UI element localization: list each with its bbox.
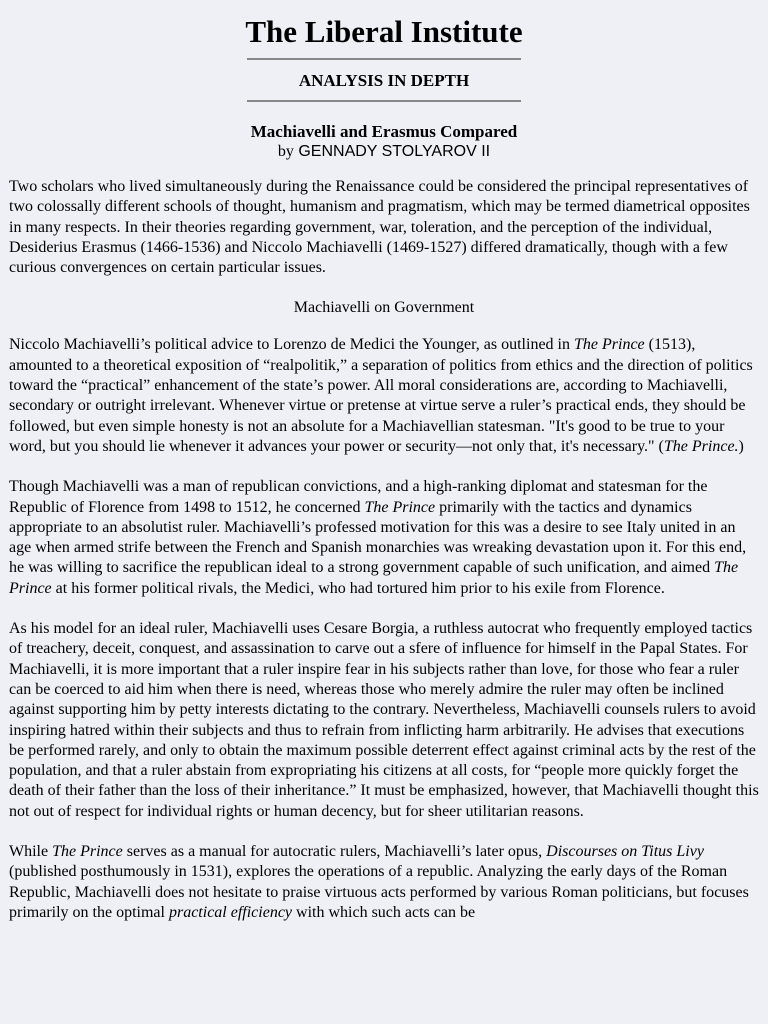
section-heading-government: Machiavelli on Government bbox=[293, 299, 475, 317]
book-title-the-prince: The Prince. bbox=[663, 437, 739, 455]
author-name: GENNADY STOLYAROV II bbox=[298, 143, 491, 160]
text-run: Niccolo Machiavelli’s political advice to Lorenzo de Medici the Younger, as outlined in bbox=[9, 336, 574, 354]
book-title-discourses: Discourses on Titus Livy bbox=[546, 843, 704, 861]
article-body bbox=[0, 177, 768, 923]
byline-prefix: by bbox=[277, 143, 294, 160]
paragraph-intro: Two scholars who lived simultaneously during the Renaissance could be considered the principal representatives of two colossally different schools of thought, humanism and pragmatism, which may be termed diametrical opposites in many respects. In their theories regarding government, war, toleration, and the perception of the individual, Desiderius Erasmus (1466-1536) and Niccolo Machiavelli (1469-1527) differed dramatically, though with a few curious convergences on certain particular issues. bbox=[9, 178, 750, 277]
text-run: serves as a manual for autocratic rulers, Machiavelli’s later opus, bbox=[122, 843, 547, 861]
emphasis-practical-efficiency: practical efficiency bbox=[168, 903, 293, 921]
text-run: primarily with the tactics and dynamics appropriate to an absolutist ruler. Machiavelli’s professed motivation for this was a desire to see Italy united in an age when armed strife between the French and Spanish monarchies was wreaking devastation upon it. For this end, he was willing to sacrifice the republican ideal to a strong government capable of such unification, and aimed bbox=[9, 498, 747, 577]
text-run: at his former political rivals, the Medici, who had tortured him prior to his exile from Florence. bbox=[51, 579, 665, 597]
site-title: The Liberal Institute bbox=[245, 14, 523, 49]
text-run: While bbox=[9, 843, 53, 861]
paragraph-discourses bbox=[9, 842, 759, 923]
book-title-the-prince: The Prince bbox=[364, 498, 436, 516]
article-title: Machiavelli and Erasmus Compared bbox=[250, 122, 518, 141]
paragraph-realpolitik bbox=[9, 335, 759, 457]
text-run: (1513), amounted to a theoretical exposition of “realpolitik,” a separation of politics from ethics and the direction of politics toward the “practical” enhancement of the state’s power. All moral considerations are, according to Machiavelli, secondary or outright irrelevant. Whenever virtue or pretense at virtue serve a ruler’s practical ends, they should be followed, but even simple honesty is not an absolute for a Machiavellian statesman. "It's good to be true to your word, but you should lie whenever it advances your power or security—not only that, it's necessary." ( bbox=[9, 336, 753, 455]
section-label: ANALYSIS IN DEPTH bbox=[298, 71, 470, 90]
paragraph-borgia: As his model for an ideal ruler, Machiavelli uses Cesare Borgia, a ruthless autocrat who frequently employed tactics of treachery, deceit, conquest, and assassination to carve out a sfere of influence for himself in the Papal States. For Machiavelli, it is more important that a ruler inspire fear in his subjects rather than love, for those who fear a ruler can be coerced to aid him when there is need, whereas those who merely admire the ruler may often be inclined against supporting him by petty interests dictating to the contrary. Nevertheless, Machiavelli counsels rulers to avoid inspiring hatred within their subjects and thus to refrain from inflicting harm arbitrarily. He advises that executions be performed rarely, and only to obtain the maximum possible deterrent effect against criminal acts by the rest of the population, and that a ruler abstain from expropriating his citizens at all costs, for “people more quickly forget the death of their father than the loss of their inheritance.” It must be emphasized, however, that Machiavelli thought this not out of respect for individual rights or human decency, but for sheer utilitarian reasons. bbox=[9, 620, 759, 820]
text-run: Though Machiavelli was a man of republican convictions, and a high-ranking diplomat and statesman for the Republic of Florence from 1498 to 1512, he concerned bbox=[9, 478, 708, 516]
title-rule-bottom bbox=[247, 100, 521, 102]
text-run: (published posthumously in 1531), explores the operations of a republic. Analyzing the early days of the Roman Republic, Machiavelli does not hesitate to praise virtuous acts performed by various Roman politicians, but focuses primarily on the optimal bbox=[9, 863, 749, 921]
paragraph-republican bbox=[9, 477, 759, 599]
book-title-the-prince: The Prince bbox=[52, 843, 123, 861]
text-run: ) bbox=[738, 437, 744, 455]
text-run: with which such acts can be bbox=[292, 903, 476, 921]
title-rule-top bbox=[247, 58, 521, 60]
book-title-the-prince: The Prince bbox=[574, 336, 645, 354]
book-title-the-prince: The Prince bbox=[9, 559, 739, 597]
byline bbox=[0, 142, 768, 161]
